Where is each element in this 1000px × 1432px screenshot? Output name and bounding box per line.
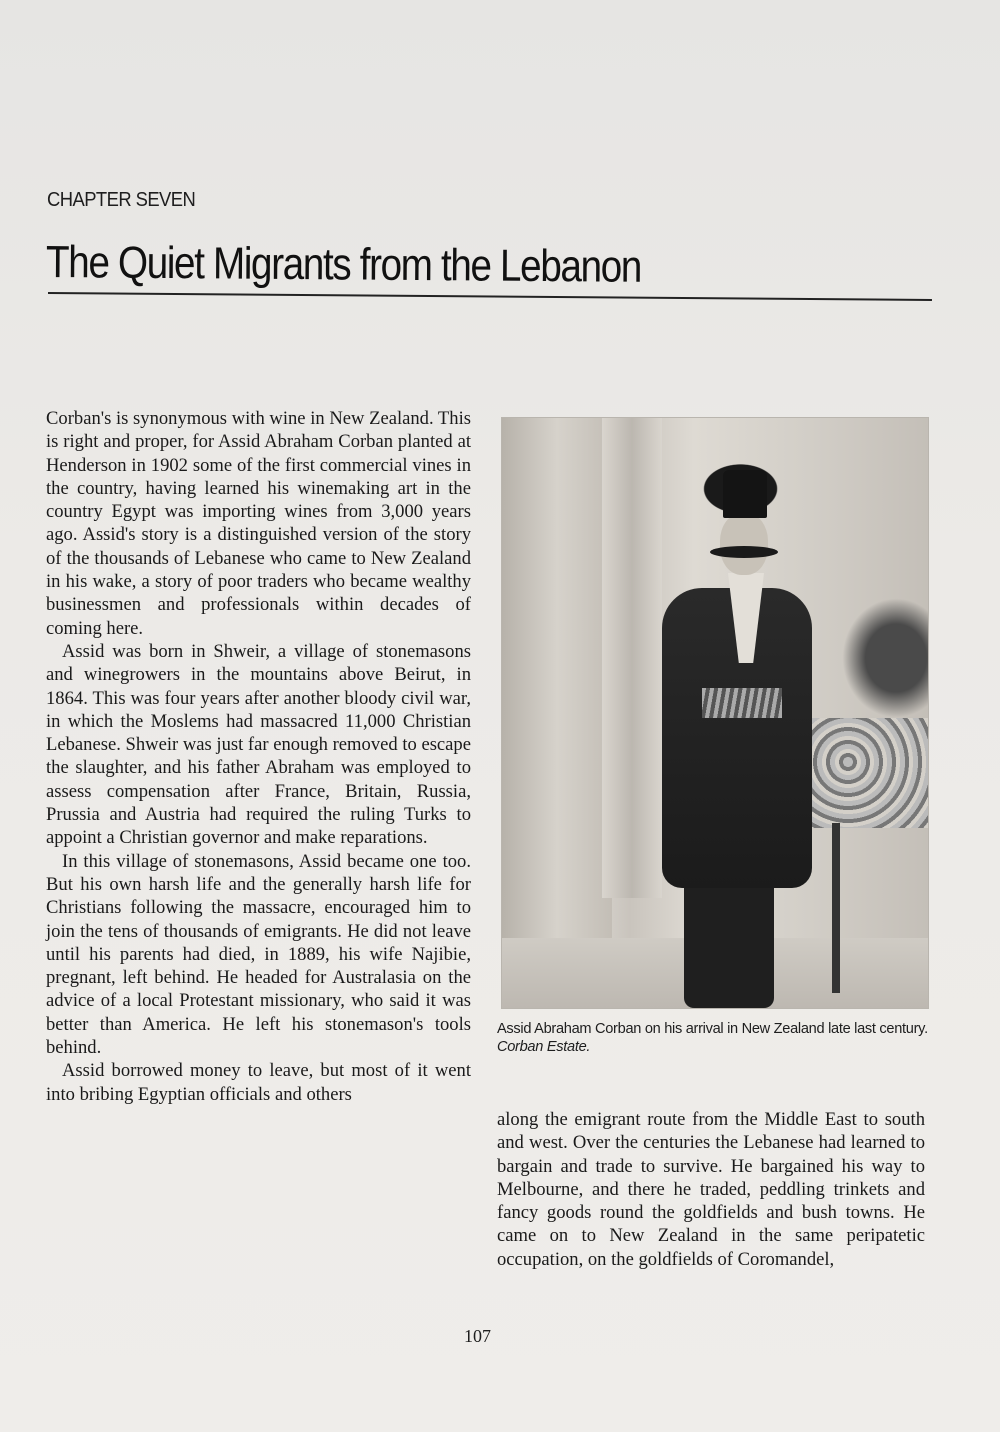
paragraph: In this village of stonemasons, Assid became one too. But his own harsh life and the generally harsh life for Christians following the massacre, encouraged him to join the tens of thousands of emigrants. He did not leave until his parents had died, in 1889, his wife Najibie, pregnant, left behind. He headed for Australasia on the advice of a local Protestant missionary, who said it was better than America. He left his stonemason's tools behind. [46,850,471,1059]
photo-figure-sash [702,688,782,718]
photo-figure-moustache [710,546,778,558]
photo-table-leg [832,823,840,993]
photo-table [812,718,928,828]
photo-drape [502,418,612,1008]
caption-credit: Corban Estate. [497,1039,591,1055]
left-column [46,407,471,1106]
chapter-label: CHAPTER SEVEN [47,189,196,211]
chapter-title: The Quiet Migrants from the Lebanon [45,236,642,292]
photo-figure-head [720,513,768,575]
photo-plant [842,598,928,718]
portrait-photo [502,418,928,1008]
caption-text: Assid Abraham Corban on his arrival in New Zealand late last century. [497,1021,928,1037]
title-rule [48,292,932,301]
right-column [497,1108,925,1271]
photo-caption [497,1020,937,1056]
photo-pillar [602,418,662,898]
paragraph: along the emigrant route from the Middle East to south and west. Over the centuries the Lebanese had learned to bargain and trade to survive. He bargained his way to Melbourne, and there he traded, peddling trinkets and fancy goods round the goldfields and bush towns. He came on to New Zealand in the same peripatetic occupation, on the goldfields of Coromandel, [497,1109,925,1270]
page-number: 107 [464,1326,491,1346]
photo-figure-fez [723,470,767,518]
paragraph: Corban's is synonymous with wine in New Zealand. This is right and proper, for Assid Abraham Corban planted at Henderson in 1902 some of the first commercial vines in the country, having learned his winemaking art in the country Egypt was importing wines from 3,000 years ago. Assid's story is a distinguished version of the story of the thousands of Lebanese who came to New Zealand in his wake, a story of poor traders who became wealthy businessmen and professionals within decades of coming here. [46,408,471,639]
paragraph: Assid borrowed money to leave, but most of it went into bribing Egyptian officials and others [46,1060,471,1105]
paragraph: Assid was born in Shweir, a village of stonemasons and winegrowers in the mountains above Beirut, in 1864. This was four years after another bloody civil war, in which the Moslems had massacred 11,000 Christian Lebanese. Shweir was just far enough removed to escape the slaughter, and his father Abraham was employed to assess compensation after France, Britain, Russia, Prussia and Austria had required the ruling Turks to appoint a Christian governor and make reparations. [46,640,471,849]
